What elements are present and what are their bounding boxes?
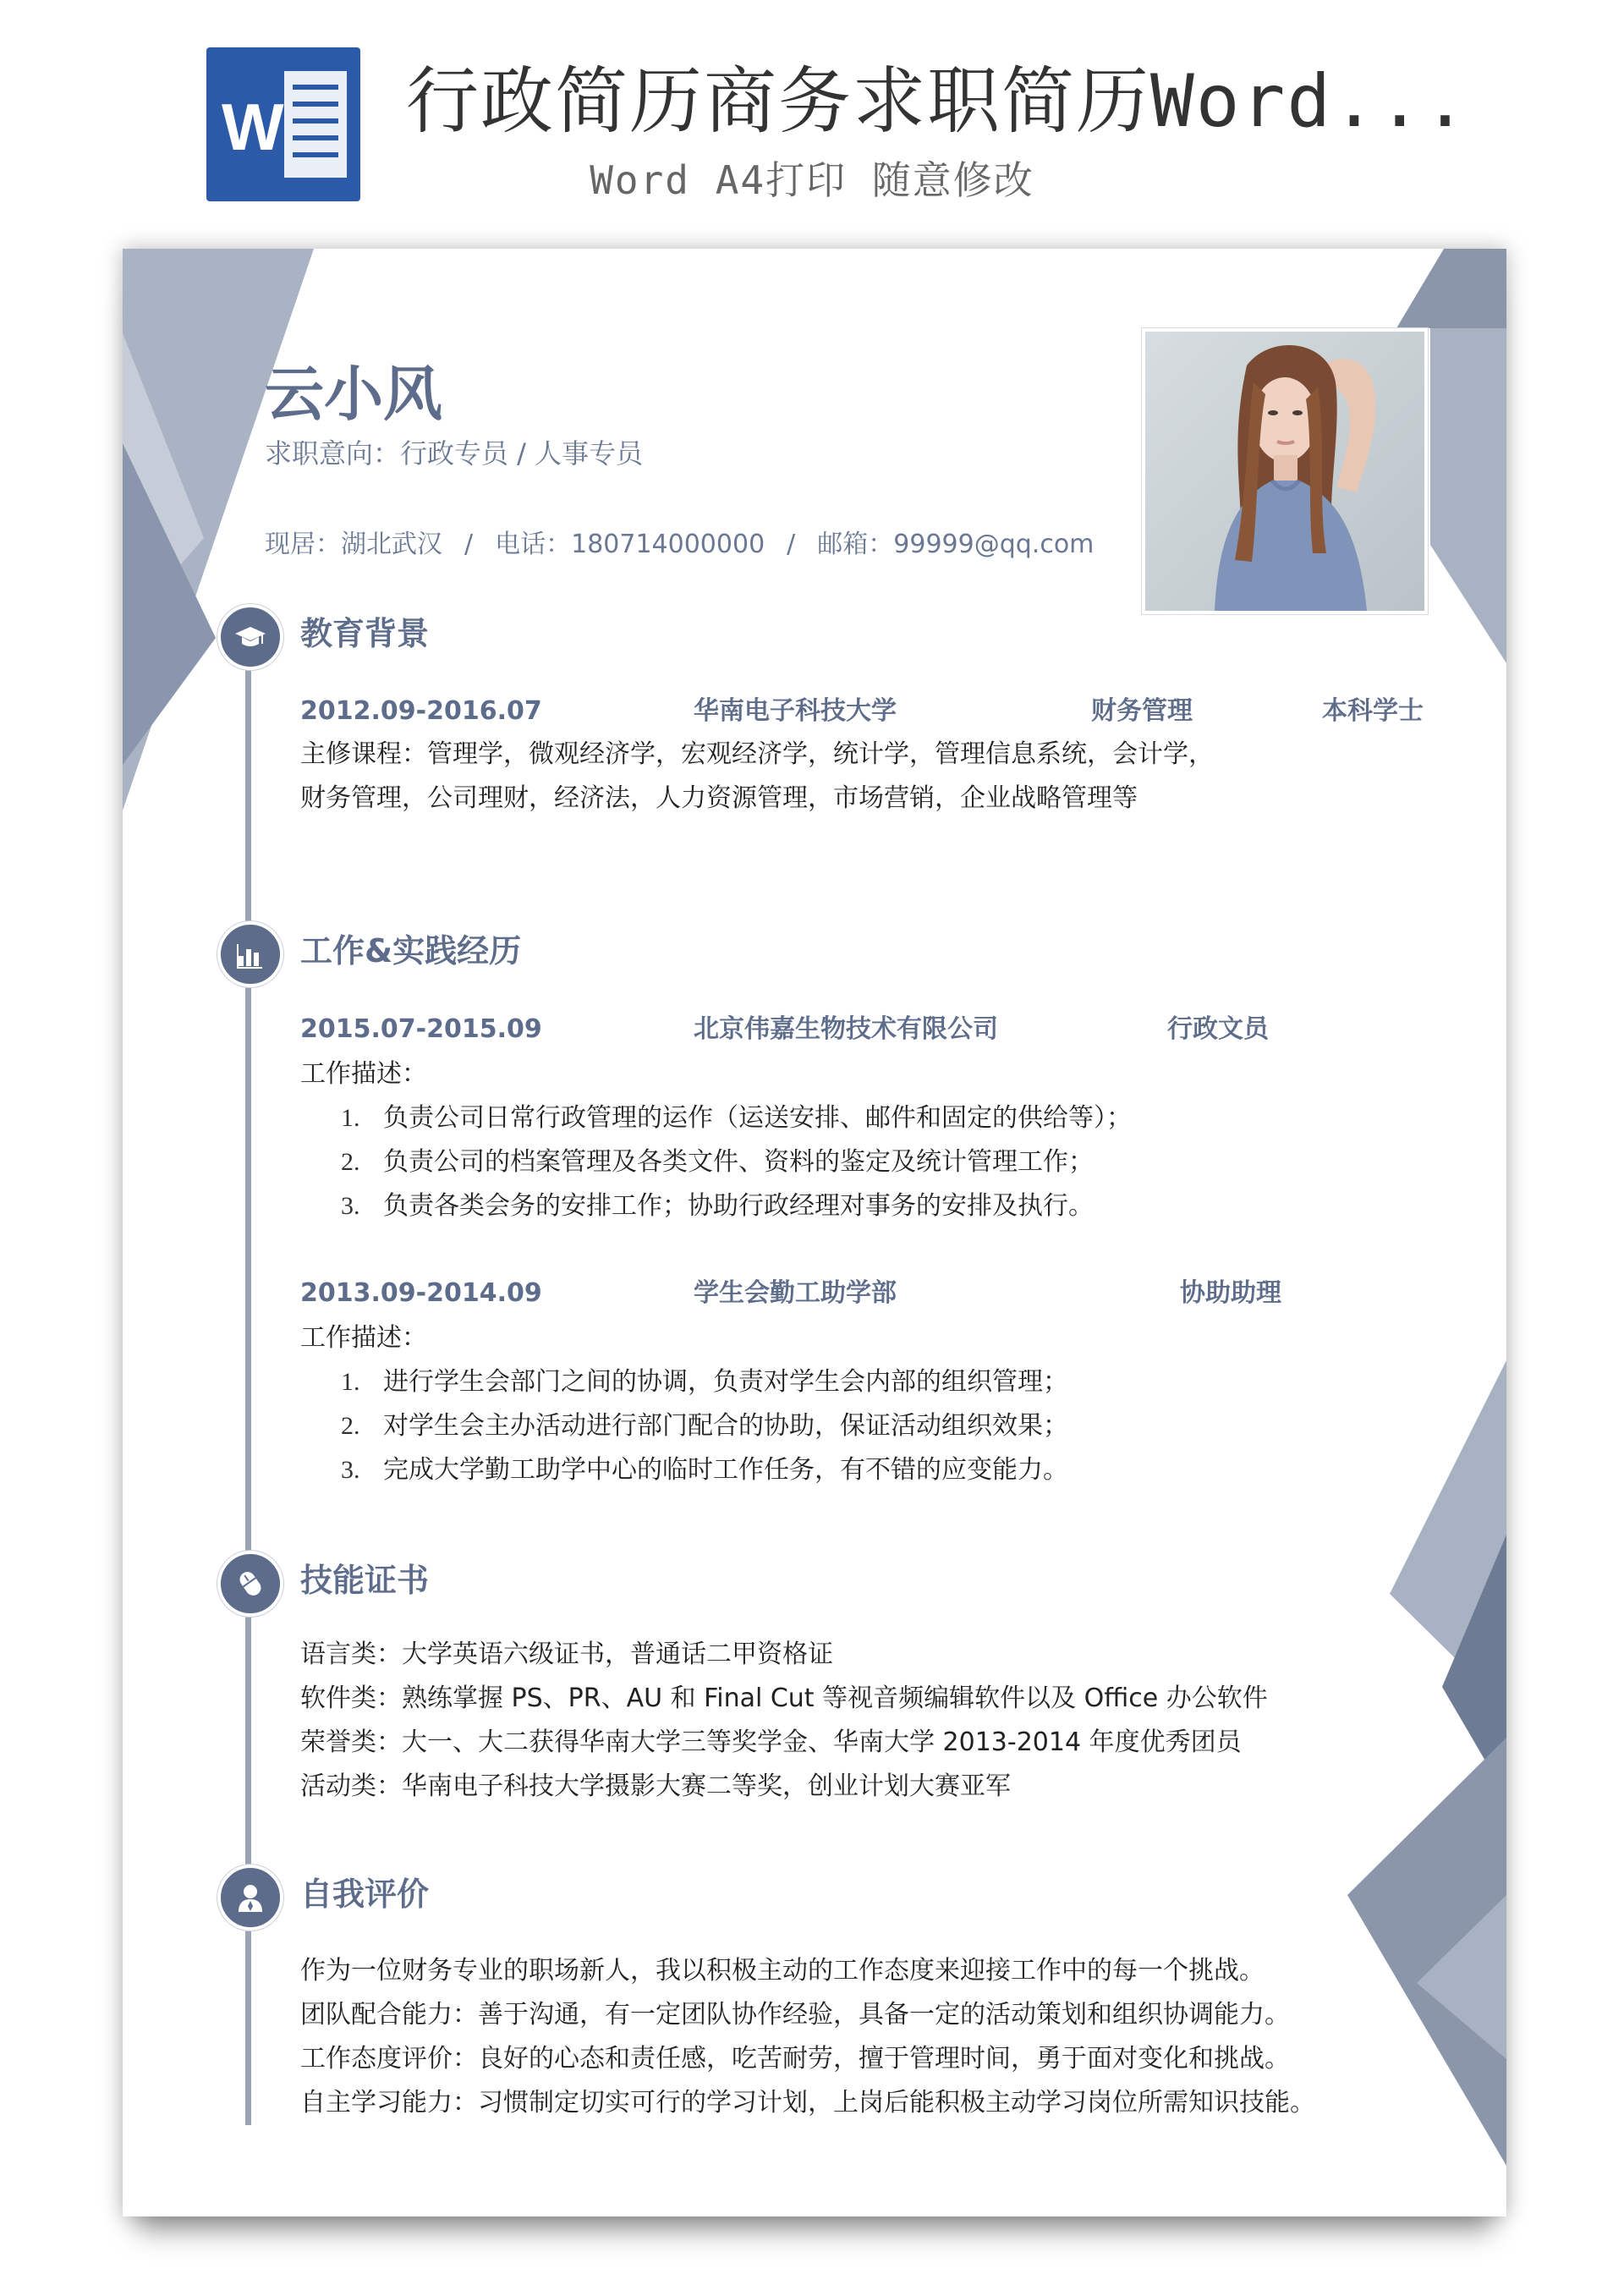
job-1-description-label: 工作描述： [300,1059,427,1089]
job-2-organization: 学生会勤工助学部 [694,1278,897,1308]
job-2-role: 协助助理 [1180,1278,1281,1308]
job-2-duty-2: 对学生会主办活动进行部门配合的协助，保证活动组织效果； [383,1411,1068,1441]
list-item-number: 3. [341,1192,360,1220]
job-2-description-label: 工作描述： [300,1323,427,1353]
job-2-period: 2013.09-2014.09 [300,1278,542,1308]
graduation-cap-icon [217,604,283,670]
list-item-number: 1. [341,1104,360,1132]
section-title-skills: 技能证书 [300,1562,430,1599]
list-item-number: 3. [341,1456,360,1484]
user-icon [217,1865,283,1931]
job-2-duty-1: 进行学生会部门之间的协调，负责对学生会内部的组织管理； [383,1367,1068,1397]
education-degree: 本科学士 [1322,696,1424,726]
education-period: 2012.09-2016.07 [300,696,542,726]
education-school: 华南电子科技大学 [694,696,897,726]
self-evaluation-line-1: 作为一位财务专业的职场新人，我以积极主动的工作态度来迎接工作中的每一个挑战。 [300,1956,1265,1986]
phone[interactable]: 电话：180714000000 [495,530,765,559]
bar-chart-icon [217,921,283,987]
job-2-duty-3: 完成大学勤工助学中心的临时工作任务，有不错的应变能力。 [383,1455,1068,1485]
job-1-period: 2015.07-2015.09 [300,1014,542,1044]
skills-honors: 荣誉类：大一、大二获得华南大学三等奖学金、华南大学 2013-2014 年度优秀团员 [300,1727,1242,1757]
resume-page [123,249,1506,2216]
mouse-icon [217,1551,283,1617]
education-courses-line-1: 主修课程：管理学，微观经济学，宏观经济学，统计学，管理信息系统，会计学， [300,739,1214,769]
list-item-number: 1. [341,1368,360,1396]
section-title-education: 教育背景 [300,615,430,652]
candidate-name: 云小风 [265,360,442,429]
section-title-experience: 工作&实践经历 [300,932,522,969]
job-1-duty-2: 负责公司的档案管理及各类文件、资料的鉴定及统计管理工作； [383,1147,1094,1177]
list-item-number: 2. [341,1148,360,1176]
email[interactable]: 邮箱：99999@qq.com [817,530,1095,559]
separator: / [464,530,474,559]
separator: / [787,530,796,559]
skills-software: 软件类：熟练掌握 PS、PR、AU 和 Final Cut 等视音频编辑软件以及 Office 办公软件 [300,1684,1268,1713]
word-logo-letter: W [222,90,284,164]
list-item-number: 2. [341,1412,360,1440]
skills-language: 语言类：大学英语六级证书，普通话二甲资格证 [300,1640,833,1669]
job-intent: 求职意向：行政专员 / 人事专员 [265,437,644,470]
section-title-self-evaluation: 自我评价 [300,1876,430,1913]
self-evaluation-line-4: 自主学习能力：习惯制定切实可行的学习计划，上岗后能积极主动学习岗位所需知识技能。 [300,2088,1315,2117]
location: 现居：湖北武汉 [265,530,442,559]
self-evaluation-line-3: 工作态度评价：良好的心态和责任感，吃苦耐劳，擅于管理时间，勇于面对变化和挑战。 [300,2044,1290,2074]
profile-photo [1142,328,1428,614]
skills-activities: 活动类：华南电子科技大学摄影大赛二等奖，创业计划大赛亚军 [300,1771,1011,1801]
job-1-duty-3: 负责各类会务的安排工作；协助行政经理对事务的安排及执行。 [383,1191,1094,1221]
education-major: 财务管理 [1091,696,1193,726]
job-1-organization: 北京伟嘉生物技术有限公司 [694,1014,998,1044]
contact-info [265,521,1195,569]
job-1-role: 行政文员 [1167,1014,1269,1044]
self-evaluation-line-2: 团队配合能力：善于沟通，有一定团队协作经验，具备一定的活动策划和组织协调能力。 [300,2000,1290,2030]
education-courses-line-2: 财务管理，公司理财，经济法，人力资源管理，市场营销，企业战略管理等 [300,783,1138,813]
job-1-duty-1: 负责公司日常行政管理的运作（运送安排、邮件和固定的供给等）； [383,1103,1132,1133]
document-title: 行政简历商务求职简历Word... [406,59,1469,144]
document-subtitle: Word A4打印 随意修改 [590,157,1034,203]
